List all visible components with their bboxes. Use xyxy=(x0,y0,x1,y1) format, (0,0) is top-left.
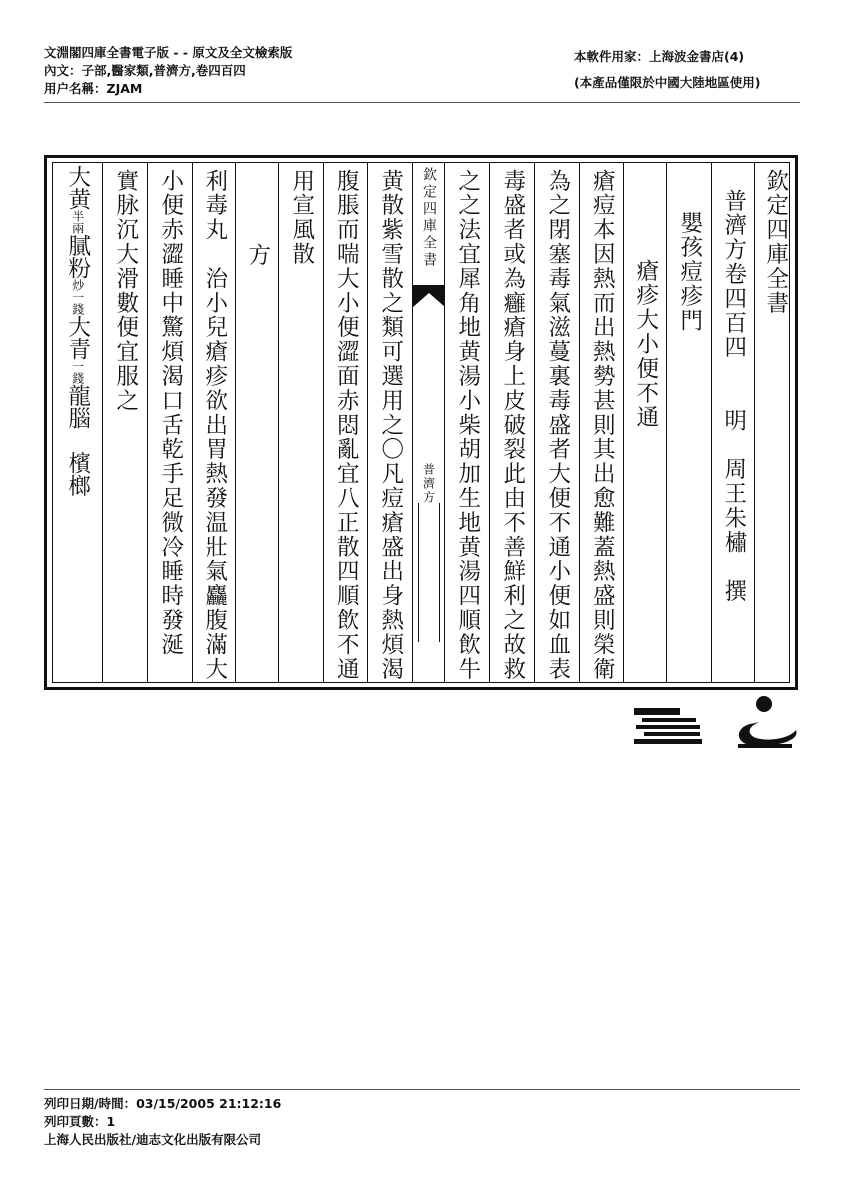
text-column-10 xyxy=(278,163,324,682)
text-column-7 xyxy=(444,163,490,682)
banxin-rule-left xyxy=(418,503,419,642)
publisher-logo-bars-icon xyxy=(634,706,702,746)
banxin-title: 欽定四庫全書 xyxy=(421,167,437,269)
text-column-5 xyxy=(534,163,580,682)
text-column-11 xyxy=(235,163,279,682)
footer-rule xyxy=(44,1089,800,1090)
ingredient-longnao: 龍腦 xyxy=(64,384,91,429)
text-column-4 xyxy=(579,163,624,682)
header-region-notice: (本產品僅限於中國大陸地區使用) xyxy=(574,75,761,90)
ingredient-binglang: 檳榔 xyxy=(64,451,91,497)
banxin-rule-right xyxy=(439,503,440,642)
text-column-2 xyxy=(666,163,712,682)
publisher-logo-seal-icon xyxy=(730,694,802,750)
column-text: 小便赤澀睡中驚煩渴口舌乾手足微冷睡時發涎 xyxy=(157,169,184,657)
header-title: 文淵閣四庫全書電子版 - - 原文及全文檢索版 xyxy=(44,45,293,60)
text-column-13 xyxy=(147,163,193,682)
text-column-14 xyxy=(102,163,148,682)
publisher-credit: 上海人民出版社/迪志文化出版有限公司 xyxy=(44,1132,262,1147)
header-content-path: 內文：子部,醫家類,普濟方,卷四百四 xyxy=(44,63,246,78)
header-licensee: 本軟件用家：上海波金書店(4) xyxy=(574,49,745,64)
page-frame xyxy=(44,155,798,690)
fish-tail-mark-icon xyxy=(413,285,445,307)
banxin-fold-strip xyxy=(412,163,445,682)
text-column-8 xyxy=(367,163,413,682)
column-text: 用宣風散 xyxy=(288,169,315,267)
header-rule xyxy=(44,102,800,103)
column-text: 之之法宜犀角地黄湯小柴胡加生地黄湯四順飲牛 xyxy=(454,169,481,682)
column-text: 利毒丸 治小兒瘡疹欲出胃熱發温壯氣麤腹滿大 xyxy=(201,169,228,682)
column-text: 瘡疹大小便不通 xyxy=(632,259,659,430)
text-column-9 xyxy=(323,163,368,682)
ingredient-daqing: 大青 xyxy=(64,315,91,360)
column-text: 嬰孩痘疹門 xyxy=(676,211,703,333)
column-text: 實脉沉大滑數便宜服之 xyxy=(112,169,139,413)
column-text: 黄散紫雪散之類可選用之〇凡痘瘡盛出身熱煩渴 xyxy=(377,169,404,682)
note-dosage-3: 一錢 xyxy=(70,360,85,384)
text-column-3 xyxy=(623,163,667,682)
column-text: 毒盛者或為癰瘡身上皮破裂此由不善鮮利之故救 xyxy=(499,169,526,682)
column-text: 方 xyxy=(244,243,271,268)
footer xyxy=(44,1095,281,1149)
column-text: 欽定四庫全書 xyxy=(762,169,789,316)
ingredient-nifen: 膩粉 xyxy=(64,234,91,279)
text-column-last xyxy=(53,163,102,682)
column-text: 腹脹而喘大小便澀面赤悶亂宜八正散四順飲不通 xyxy=(333,169,360,682)
text-column-12 xyxy=(192,163,236,682)
column-text: 普濟方卷四百四 明 周王朱橚 撰 xyxy=(720,189,747,604)
header-right xyxy=(574,44,760,96)
note-dosage-1: 半兩 xyxy=(70,210,85,234)
note-dosage-2: 炒一錢 xyxy=(70,279,85,315)
text-column-0 xyxy=(754,163,796,682)
ingredient-dahuang: 大黄 xyxy=(64,165,91,210)
page-inner-frame xyxy=(52,162,790,683)
banxin-subtitle: 普濟方 xyxy=(421,463,436,505)
print-page-count: 列印頁數：1 xyxy=(44,1114,116,1129)
column-text: 瘡痘本因熱而出熱勢甚則其出愈難蓋熱盛則榮衛 xyxy=(589,169,616,682)
header-left xyxy=(44,44,292,98)
text-column-1 xyxy=(711,163,755,682)
header-username: 用户名稱：ZJAM xyxy=(44,81,143,96)
print-datetime: 列印日期/時間：03/15/2005 21:12:16 xyxy=(44,1096,282,1111)
column-text: 為之閉塞毒氣滋蔓裏毒盛者大便不通小便如血表 xyxy=(544,169,571,682)
text-column-6 xyxy=(489,163,535,682)
